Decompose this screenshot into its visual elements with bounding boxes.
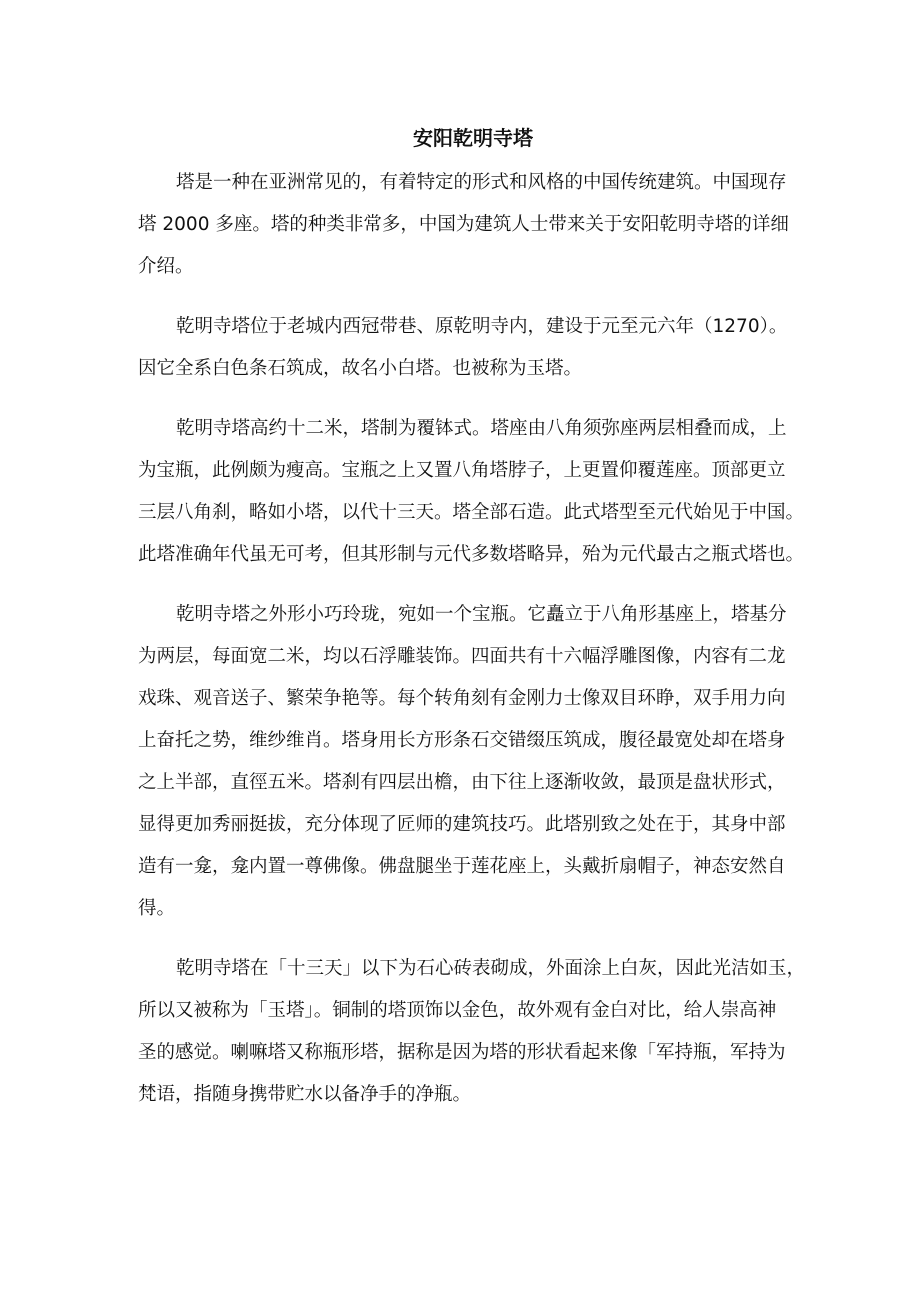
text-line: 塔是一种在亚洲常见的，有着特定的形式和风格的中国传统建筑。中国现存 xyxy=(176,172,787,193)
paragraph xyxy=(138,948,808,1116)
text-line: 塔 2000 多座。塔的种类非常多，中国为建筑人士带来关于安阳乾明寺塔的详细 xyxy=(138,214,789,235)
text-line: 圣的感觉。喇嘛塔又称瓶形塔，据称是因为塔的形状看起来像「军持瓶，军持为 xyxy=(138,1042,786,1063)
text-line: 上奋托之势，维纱维肖。塔身用长方形条石交错缀压筑成，腹径最宽处却在塔身 xyxy=(138,730,786,751)
document-title: 安阳乾明寺塔 xyxy=(413,126,533,150)
text-line: 此塔准确年代虽无可考，但其形制与元代多数塔略异，殆为元代最古之瓶式塔也。 xyxy=(138,544,805,565)
text-line: 乾明寺塔位于老城内西冠带巷、原乾明寺内，建设于元至元六年（1270）。 xyxy=(176,316,788,337)
text-line: 因它全系白色条石筑成，故名小白塔。也被称为玉塔。 xyxy=(138,358,583,379)
text-line: 介绍。 xyxy=(138,256,194,277)
paragraph xyxy=(138,594,808,930)
text-line: 三层八角刹，略如小塔，以代十三天。塔全部石造。此式塔型至元代始见于中国。 xyxy=(138,502,805,523)
text-line: 显得更加秀丽挺拔，充分体现了匠师的建筑技巧。此塔别致之处在于，其身中部 xyxy=(138,814,786,835)
document-body xyxy=(138,162,808,1116)
text-line: 乾明寺塔在「十三天」以下为石心砖表砌成，外面涂上白灰，因此光洁如玉， xyxy=(176,958,806,979)
text-line: 得。 xyxy=(138,898,176,919)
text-line: 乾明寺塔高约十二米，塔制为覆钵式。塔座由八角须弥座两层相叠而成，上 xyxy=(176,418,787,439)
text-line: 戏珠、观音送子、繁荣争艳等。每个转角刻有金刚力士像双目环睁，双手用力向 xyxy=(138,688,786,709)
text-line: 为宝瓶，此例颇为瘦高。宝瓶之上又置八角塔脖子，上更置仰覆莲座。顶部更立 xyxy=(138,460,786,481)
paragraph xyxy=(138,408,808,576)
text-line: 梵语，指随身携带贮水以备净手的净瓶。 xyxy=(138,1084,472,1105)
text-line: 所以又被称为「玉塔」。铜制的塔顶饰以金色，故外观有金白对比，给人崇高神 xyxy=(138,1000,777,1021)
text-line: 为两层，每面宽二米，均以石浮雕装饰。四面共有十六幅浮雕图像，内容有二龙 xyxy=(138,646,786,667)
text-line: 造有一龛，龛内置一尊佛像。佛盘腿坐于莲花座上，头戴折扇帽子，神态安然自 xyxy=(138,856,786,877)
paragraph xyxy=(138,162,808,288)
text-line: 之上半部，直徑五米。塔刹有四层出檐，由下往上逐渐收敛，最顶是盘状形式， xyxy=(138,772,786,793)
text-line: 乾明寺塔之外形小巧玲珑，宛如一个宝瓶。它矗立于八角形基座上，塔基分 xyxy=(176,604,787,625)
paragraph xyxy=(138,306,808,390)
document-page xyxy=(138,117,808,1134)
